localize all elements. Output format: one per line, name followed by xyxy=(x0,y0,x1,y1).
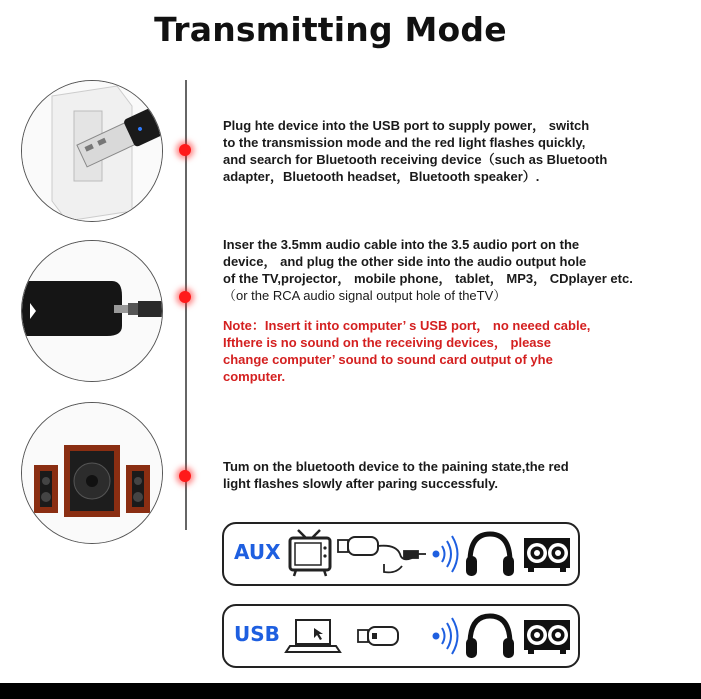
usb-dongle-icon xyxy=(338,537,378,555)
headphones-icon xyxy=(466,616,514,658)
page-title: Transmitting Mode xyxy=(154,10,507,49)
tv-icon xyxy=(290,530,330,576)
headphones-icon xyxy=(466,534,514,576)
speaker-icon xyxy=(524,620,570,654)
step-1-line: adapter，Bluetooth headset，Bluetooth speaker）. xyxy=(223,169,540,184)
step-3-text xyxy=(223,458,569,492)
step-1-line: Plug hte device into the USB port to supply power， switch xyxy=(223,118,590,133)
step-3-line: light flashes slowly after paring successfuly. xyxy=(223,476,499,491)
usb-diagram xyxy=(222,604,580,668)
aux-diagram xyxy=(222,522,580,586)
bluetooth-waves-icon xyxy=(434,536,458,572)
step-2-text xyxy=(223,236,633,304)
step-2-line: Inser the 3.5mm audio cable into the 3.5 audio port on the xyxy=(223,237,580,252)
bottom-bar xyxy=(0,683,701,699)
step-1-text xyxy=(223,117,607,185)
speakers-photo xyxy=(21,402,163,544)
audio-cable-photo xyxy=(21,240,163,382)
step-1-indicator xyxy=(179,144,191,156)
usb-label: USB xyxy=(234,622,280,646)
note-line: Note：Insert it into computer’ s USB port， no neeed cable, xyxy=(223,318,591,333)
usb-dongle-icon xyxy=(358,627,398,645)
usb-device-photo xyxy=(21,80,163,222)
step-1-line: and search for Bluetooth receiving device（such as Bluetooth xyxy=(223,152,608,167)
step-3-line: Tum on the bluetooth device to the paining state,the red xyxy=(223,459,569,474)
step-2-line: device， and plug the other side into the audio output hole xyxy=(223,254,587,269)
aux-label: AUX xyxy=(234,540,281,564)
bluetooth-waves-icon xyxy=(434,618,458,654)
speaker-icon xyxy=(524,538,570,572)
note-line: computer. xyxy=(223,369,286,384)
note-line: change computer’ sound to sound card output of yhe xyxy=(223,352,553,367)
step-2-note xyxy=(223,317,590,385)
step-2-line: （or the RCA audio signal output hole of theTV） xyxy=(223,288,507,303)
step-2-line: of the TV,projector， mobile phone， tablet， MP3， CDplayer etc. xyxy=(223,271,633,286)
step-2-indicator xyxy=(179,291,191,303)
laptop-icon xyxy=(286,620,340,652)
note-line: Ifthere is no sound on the receiving devices， please xyxy=(223,335,551,350)
step-1-line: to the transmission mode and the red light flashes quickly, xyxy=(223,135,586,150)
aux-cable-icon xyxy=(378,546,426,573)
step-3-indicator xyxy=(179,470,191,482)
